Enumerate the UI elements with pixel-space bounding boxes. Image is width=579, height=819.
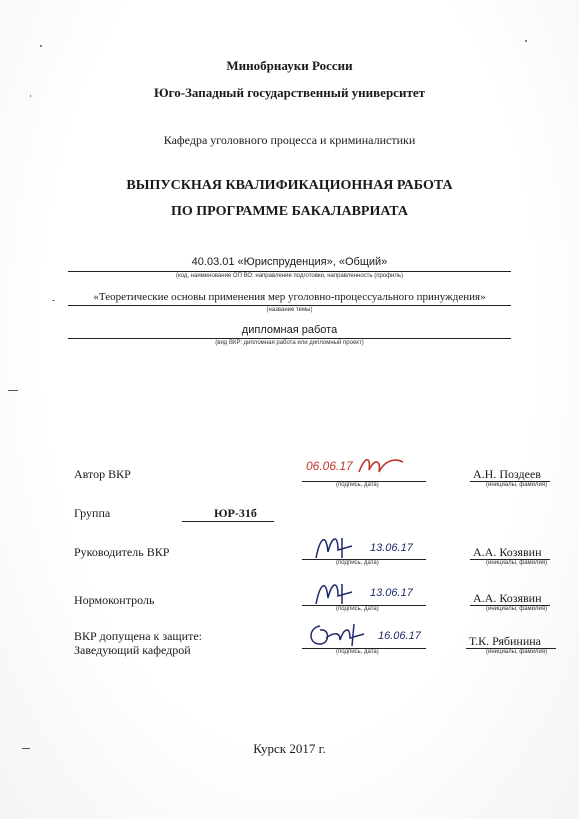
head-signature-icon xyxy=(306,618,372,650)
work-type-value: дипломная работа xyxy=(241,324,338,336)
group-label: Группа xyxy=(74,506,111,520)
head-label: Заведующий кафедрой xyxy=(74,643,191,657)
group-underline xyxy=(182,521,274,522)
author-signature-date: 06.06.17 xyxy=(306,459,353,473)
city-year: Курск 2017 г. xyxy=(253,741,326,756)
admission-label: ВКР допущена к защите: xyxy=(74,629,202,643)
group-value: ЮР-31б xyxy=(214,506,257,520)
author-name: А.Н. Поздеев xyxy=(473,467,541,481)
head-name-caption: (инициалы, фамилия) xyxy=(486,649,548,655)
author-name-caption: (инициалы, фамилия) xyxy=(486,482,548,488)
normcontrol-name: А.А. Козявин xyxy=(473,591,542,605)
supervisor-name-caption: (инициалы, фамилия) xyxy=(486,560,548,566)
ministry-title: Минобрнауки России xyxy=(226,58,353,73)
topic-value: «Теоретические основы применения мер уголовно-процессуального принуждения» xyxy=(93,291,486,303)
normcontrol-label: Нормоконтроль xyxy=(74,593,155,607)
supervisor-label: Руководитель ВКР xyxy=(74,545,170,559)
scan-speck xyxy=(525,40,527,42)
work-type-underline xyxy=(68,338,511,339)
scan-speck xyxy=(8,390,18,391)
topic-caption: (название темы) xyxy=(266,307,313,313)
author-sig-caption: (подпись, дата) xyxy=(336,482,379,488)
work-type-caption: (вид ВКР: дипломная работа или дипломный проект) xyxy=(215,340,364,346)
author-label: Автор ВКР xyxy=(74,467,131,481)
department-title: Кафедра уголовного процесса и криминалистики xyxy=(163,133,416,147)
normcontrol-sig-caption: (подпись, дата) xyxy=(336,606,379,612)
program-caption: (код, наименование ОП ВО: направление подготовки, направленность (профиль) xyxy=(175,273,404,279)
head-signature-date: 16.06.17 xyxy=(378,630,421,642)
supervisor-signature-date: 13.06.17 xyxy=(370,542,413,554)
normcontrol-name-caption: (инициалы, фамилия) xyxy=(486,606,548,612)
topic-underline xyxy=(68,305,511,306)
supervisor-name: А.А. Козявин xyxy=(473,545,542,559)
normcontrol-signature-date: 13.06.17 xyxy=(370,587,413,599)
head-name: Т.К. Рябинина xyxy=(469,634,541,648)
scan-speck xyxy=(40,45,42,47)
work-title-line2: ПО ПРОГРАММЕ БАКАЛАВРИАТА xyxy=(171,204,408,219)
head-sig-caption: (подпись, дата) xyxy=(336,649,379,655)
supervisor-sig-caption: (подпись, дата) xyxy=(336,560,379,566)
author-signature-icon xyxy=(355,452,407,480)
program-underline xyxy=(68,271,511,272)
university-title: Юго-Западный государственный университет xyxy=(154,85,425,100)
program-value: 40.03.01 «Юриспруденция», «Общий» xyxy=(191,256,388,268)
work-title-line1: ВЫПУСКНАЯ КВАЛИФИКАЦИОННАЯ РАБОТА xyxy=(126,178,453,193)
